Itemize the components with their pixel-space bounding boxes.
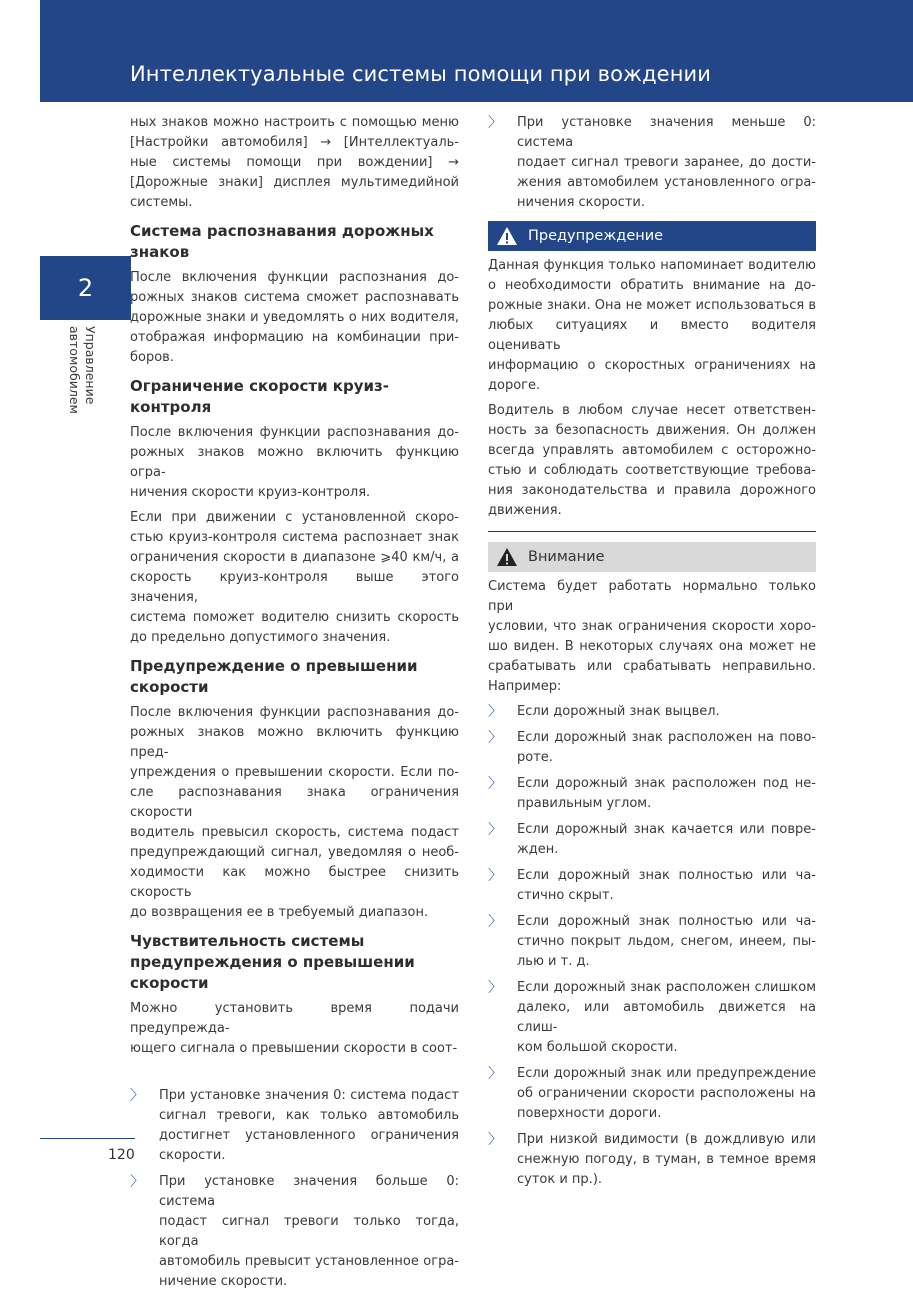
chevron-right-icon: 〉 bbox=[488, 115, 502, 131]
text-line: роте. bbox=[517, 750, 553, 765]
text-line: Если при движении с установленной скоро- bbox=[130, 510, 459, 525]
chevron-right-icon: 〉 bbox=[488, 704, 502, 720]
chevron-right-icon: 〉 bbox=[488, 776, 502, 792]
list-item bbox=[488, 866, 816, 906]
text-line: боров. bbox=[130, 350, 174, 365]
text-line: система поможет водителю снизить скорость bbox=[130, 610, 459, 625]
list-item bbox=[488, 728, 816, 768]
text-line: Можно установить время подачи предупрежда- bbox=[130, 1001, 459, 1036]
text-line: Если дорожный знак полностью или ча- bbox=[517, 868, 816, 883]
text-line: ничение скорости. bbox=[159, 1274, 288, 1289]
section-heading: Система распознавания дорожных знаков bbox=[130, 222, 434, 261]
text-line: При установке значения 0: система подаст bbox=[159, 1088, 459, 1103]
notice-list bbox=[488, 702, 816, 1190]
text-line: ные системы помощи при вождении] → bbox=[130, 155, 459, 170]
chevron-right-icon: 〉 bbox=[488, 730, 502, 746]
warning-header bbox=[488, 221, 816, 251]
text-line: рожные знаки. Она не может использоваться в bbox=[488, 298, 816, 313]
text-line: стично покрыт льдом, снегом, инеем, пы- bbox=[517, 934, 816, 949]
text-line: дорожные знаки и уведомлять о них водителя, bbox=[130, 310, 459, 325]
list-item bbox=[488, 1130, 816, 1190]
text-line: системы. bbox=[130, 195, 193, 210]
chapter-side-label bbox=[67, 326, 98, 426]
text-line: ничения скорости круиз-контроля. bbox=[130, 485, 371, 500]
page-title: Интеллектуальные системы помощи при вождении bbox=[130, 62, 712, 86]
text-line: рожных знаков можно включить функцию огра- bbox=[130, 445, 459, 480]
text-line: Если дорожный знак расположен слишком bbox=[517, 980, 816, 995]
warning-triangle-icon bbox=[496, 547, 518, 571]
header-band bbox=[40, 0, 913, 102]
text-line: ничения скорости. bbox=[517, 195, 645, 210]
paragraph bbox=[488, 577, 816, 697]
text-line: ходимости как можно быстрее снизить скорость bbox=[130, 865, 459, 900]
text-line: сигнал тревоги, как только автомобиль bbox=[159, 1108, 459, 1123]
text-line: поверхности дороги. bbox=[517, 1106, 662, 1121]
chevron-right-icon: 〉 bbox=[488, 1066, 502, 1082]
text-line: отображая информацию на комбинации при- bbox=[130, 330, 459, 345]
list-item bbox=[488, 820, 816, 860]
section-heading: Предупреждение о превышении скорости bbox=[130, 657, 418, 696]
text-line: При низкой видимости (в дождливую или bbox=[517, 1132, 816, 1147]
text-line: Если дорожный знак полностью или ча- bbox=[517, 914, 816, 929]
notice-header bbox=[488, 542, 816, 572]
text-line: предупреждающий сигнал, уведомляя о необ- bbox=[130, 845, 459, 860]
paragraph bbox=[130, 999, 459, 1059]
paragraph bbox=[130, 268, 459, 368]
list-item bbox=[130, 1086, 459, 1166]
text-line: упреждения о превышении скорости. Если по- bbox=[130, 765, 459, 780]
section-heading: Чувствительность системы предупреждения о превышении скорости bbox=[130, 932, 415, 992]
text-line: ком большой скорости. bbox=[517, 1040, 678, 1055]
text-line: Если дорожный знак расположен под не- bbox=[517, 776, 816, 791]
text-line: рожных знаков можно включить функцию пред- bbox=[130, 725, 459, 760]
text-line: движения. bbox=[488, 503, 562, 518]
text-line: Если дорожный знак качается или повре- bbox=[517, 822, 816, 837]
text-line: условии, что знак ограничения скорости хоро- bbox=[488, 619, 816, 634]
left-column bbox=[130, 113, 459, 1298]
text-line: После включения функции распознавания до- bbox=[130, 705, 459, 720]
text-line: срабатывать или срабатывать неправильно. bbox=[488, 659, 816, 674]
text-line: При установке значения больше 0: система bbox=[159, 1174, 459, 1209]
text-line: При установке значения меньше 0: система bbox=[517, 115, 816, 150]
paragraph bbox=[130, 508, 459, 648]
text-line: сле распознавания знака ограничения скорости bbox=[130, 785, 459, 820]
text-line: Например: bbox=[488, 679, 562, 694]
chevron-right-icon: 〉 bbox=[488, 914, 502, 930]
text-line: дороге. bbox=[488, 378, 541, 393]
list-item bbox=[488, 978, 816, 1058]
text-line: информацию о скоростных ограничениях на bbox=[488, 358, 816, 373]
warning-triangle-icon bbox=[496, 226, 518, 250]
text-line: ных знаков можно настроить с помощью меню bbox=[130, 115, 459, 130]
text-line: Если дорожный знак расположен на пово- bbox=[517, 730, 816, 745]
chevron-right-icon: 〉 bbox=[130, 1088, 144, 1104]
text-line: рожных знаков система сможет распознавать bbox=[130, 290, 459, 305]
chevron-right-icon: 〉 bbox=[130, 1174, 144, 1190]
chevron-right-icon: 〉 bbox=[488, 1132, 502, 1148]
text-line: Водитель в любом случае несет ответствен- bbox=[488, 403, 816, 418]
paragraph bbox=[488, 256, 816, 396]
text-line: лью и т. д. bbox=[517, 954, 590, 969]
paragraph bbox=[130, 703, 459, 923]
text-line: суток и пр.). bbox=[517, 1172, 603, 1187]
divider bbox=[488, 531, 816, 532]
text-line: подаст сигнал тревоги только тогда, когда bbox=[159, 1214, 459, 1249]
text-line: ющего сигнала о превышении скорости в соот- bbox=[130, 1041, 458, 1056]
list-item bbox=[488, 774, 816, 814]
chevron-right-icon: 〉 bbox=[488, 980, 502, 996]
text-line: шо виден. В некоторых случаях она может не bbox=[488, 639, 816, 654]
text-line: снежную погоду, в туман, в темное время bbox=[517, 1152, 816, 1167]
text-line: жден. bbox=[517, 842, 559, 857]
text-line: [Дорожные знаки] дисплея мультимедийной bbox=[130, 175, 459, 190]
text-line: достигнет установленного ограничения bbox=[159, 1128, 459, 1143]
list-item bbox=[488, 702, 816, 722]
text-line: подает сигнал тревоги заранее, до дости- bbox=[517, 155, 816, 170]
right-column bbox=[488, 113, 816, 1196]
text-line: правильным углом. bbox=[517, 796, 652, 811]
notice-label: Внимание bbox=[528, 549, 605, 565]
chapter-side-line: автомобилем bbox=[67, 326, 82, 414]
text-line: Если дорожный знак или предупреждение bbox=[517, 1066, 816, 1081]
chevron-right-icon: 〉 bbox=[488, 822, 502, 838]
paragraph bbox=[130, 423, 459, 503]
section-heading: Ограничение скорости круиз-контроля bbox=[130, 377, 389, 416]
text-line: водитель превысил скорость, система подаст bbox=[130, 825, 459, 840]
text-line: скорости. bbox=[159, 1148, 226, 1163]
page-number: 120 bbox=[108, 1147, 135, 1163]
warning-label: Предупреждение bbox=[528, 228, 664, 244]
text-line: ограничения скорости в диапазоне ⩾40 км/ч, а bbox=[130, 550, 459, 565]
text-line: стью круиз-контроля система распознает знак bbox=[130, 530, 459, 545]
text-line: ность за безопасность движения. Он должен bbox=[488, 423, 816, 438]
chapter-number: 2 bbox=[40, 256, 131, 320]
text-line: любых ситуациях и вместо водителя оценивать bbox=[488, 318, 816, 353]
list-item bbox=[488, 1064, 816, 1124]
text-line: далеко, или автомобиль движется на слиш- bbox=[517, 1000, 816, 1035]
text-line: об ограничении скорости расположены на bbox=[517, 1086, 816, 1101]
text-line: Данная функция только напоминает водителю bbox=[488, 258, 816, 273]
text-line: о необходимости обратить внимание на до- bbox=[488, 278, 816, 293]
text-line: стью и соблюдать соответствующие требова- bbox=[488, 463, 816, 478]
text-line: После включения функции распознания до- bbox=[130, 270, 459, 285]
paragraph bbox=[130, 113, 459, 213]
list-item bbox=[130, 1172, 459, 1292]
chevron-right-icon: 〉 bbox=[488, 868, 502, 884]
text-line: жения автомобилем установленного огра- bbox=[517, 175, 816, 190]
list-item bbox=[488, 912, 816, 972]
text-line: Если дорожный знак выцвел. bbox=[517, 704, 720, 719]
paragraph bbox=[488, 401, 816, 521]
text-line: После включения функции распознавания до- bbox=[130, 425, 459, 440]
text-line: до предельно допустимого значения. bbox=[130, 630, 391, 645]
text-line: стично скрыт. bbox=[517, 888, 614, 903]
text-line: Система будет работать нормально только при bbox=[488, 579, 816, 614]
footer-rule bbox=[40, 1138, 135, 1139]
text-line: ния законодательства и правила дорожного bbox=[488, 483, 816, 498]
text-line: до возвращения ее в требуемый диапазон. bbox=[130, 905, 429, 920]
text-line: скорость круиз-контроля выше этого значения, bbox=[130, 570, 459, 605]
text-line: автомобиль превысит установленное огра- bbox=[159, 1254, 459, 1269]
list-item bbox=[488, 113, 816, 213]
text-line: всегда управлять автомобилем с осторожно- bbox=[488, 443, 816, 458]
text-line: [Настройки автомобиля] → [Интеллектуаль- bbox=[130, 135, 459, 150]
chapter-side-line: Управление bbox=[83, 326, 98, 405]
